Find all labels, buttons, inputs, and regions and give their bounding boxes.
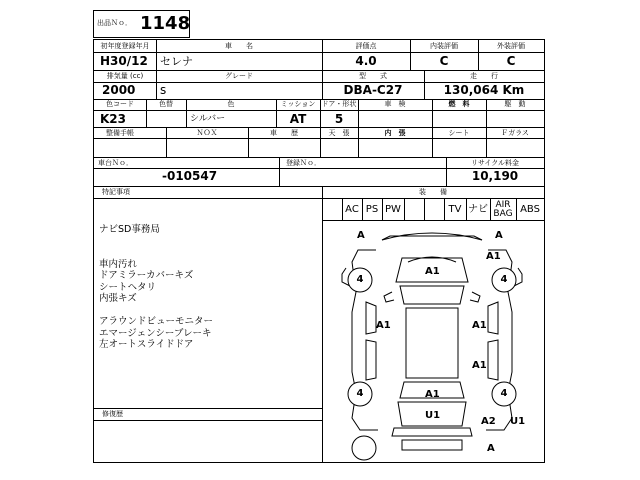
mark-rear-bumper: U1 <box>425 410 441 421</box>
score-value: 4.0 <box>355 54 377 68</box>
tyre-rear-right: 4 <box>500 388 508 399</box>
mark-rear-gate: A1 <box>425 389 440 400</box>
color-value: シルバー <box>190 114 226 124</box>
note-line: ドアミラーカバーキズ <box>99 270 194 281</box>
note-line: 左オートスライドドア <box>99 339 194 350</box>
equipment-pw: PW <box>385 204 401 215</box>
seat-label: シート <box>448 129 470 137</box>
mission-label: ミッション <box>280 100 316 108</box>
mark-front-right: A <box>495 230 503 241</box>
mark-right-door: A1 <box>472 320 487 331</box>
mileage-value: 130,064 Km <box>443 83 525 97</box>
mark-top-right: A1 <box>486 251 501 262</box>
note-line: 車内汚れ <box>99 258 138 270</box>
note-line <box>99 236 213 259</box>
recycle-value: 10,190 <box>471 169 519 183</box>
lot-box <box>93 10 190 38</box>
note-line: 内張キズ <box>99 293 137 304</box>
mark-rear-right-u1: U1 <box>510 416 526 427</box>
chassis-label: 車台Ｎｏ． <box>98 159 133 167</box>
recycle-label: リサイクル料金 <box>470 159 520 167</box>
color-code-value: K23 <box>100 112 126 126</box>
tyre-front-right: 4 <box>500 274 508 285</box>
mark-right-rear: A1 <box>472 360 487 371</box>
mileage-label: 走 行 <box>470 72 498 80</box>
grade-value: s <box>160 83 167 97</box>
equipment-ps: PS <box>365 204 379 215</box>
tyre-front-left: 4 <box>356 274 364 285</box>
equipment-label: 装 備 <box>419 188 447 196</box>
note-line <box>99 305 213 317</box>
reg-value: H30/12 <box>100 54 148 68</box>
score-label: 評価点 <box>355 42 377 50</box>
lot-label: 出品Ｎｏ． <box>97 19 132 27</box>
history-label: 車 歴 <box>270 129 298 137</box>
mark-rear-right-a2: A2 <box>481 416 496 427</box>
equipment-tv: TV <box>448 204 462 215</box>
mark-hood: A1 <box>425 266 440 277</box>
nox-label: ＮＯＸ <box>196 129 218 137</box>
type-value: DBA-C27 <box>343 83 403 97</box>
repaint-label: 色替 <box>159 100 173 108</box>
model-value: セレナ <box>160 55 193 68</box>
interior-grade-value: C <box>439 54 449 68</box>
mark-left-door: A1 <box>376 320 391 331</box>
regno-label: 登録Ｎｏ． <box>286 159 321 167</box>
repair-label: 修復歴 <box>102 410 123 418</box>
note-line: アラウンドビューモニター <box>99 316 214 327</box>
equipment-item <box>424 200 444 220</box>
type-label: 型 式 <box>359 72 387 80</box>
interior-grade-label: 内装評価 <box>430 42 458 50</box>
equipment-abs: ABS <box>520 204 540 215</box>
manual-label: 整備手帳 <box>106 129 134 137</box>
equipment-airbag: AIR BAG <box>493 200 513 219</box>
note-line: シートヘタリ <box>99 281 157 293</box>
shaken-label: 車 検 <box>384 100 406 108</box>
tyre-rear-left: 4 <box>356 388 364 399</box>
doors-label: ドア・形状 <box>321 100 357 108</box>
grade-label: グレード <box>225 72 253 80</box>
reg-label: 初年度登録年月 <box>100 42 150 50</box>
notes-label: 特記事項 <box>102 188 130 196</box>
lot-number: 1148 <box>140 13 191 34</box>
mark-front-left: A <box>357 230 365 241</box>
mission-value: AT <box>289 112 307 126</box>
notes-list <box>99 224 213 351</box>
equipment-ac: AC <box>345 204 359 215</box>
interior-trim-label: 内 張 <box>384 129 406 137</box>
equipment-navi: ナビ <box>468 204 488 215</box>
drive-label: 駆 動 <box>504 100 526 108</box>
chassis-value: -010547 <box>162 169 218 183</box>
color-label: 色 <box>227 100 235 108</box>
cc-label: 排気量 (cc) <box>106 72 144 80</box>
cc-value: 2000 <box>102 83 136 97</box>
sunroof-label: 天 張 <box>328 129 350 137</box>
model-label: 車 名 <box>225 42 253 50</box>
equipment-item <box>322 200 342 220</box>
mark-bottom-right: A <box>487 443 495 454</box>
fuel-label: 燃 料 <box>448 100 470 108</box>
equipment-item <box>404 200 424 220</box>
exterior-grade-label: 外装評価 <box>497 42 525 50</box>
color-code-label: 色コード <box>106 100 134 108</box>
note-line: ナビSD事務局 <box>99 224 160 235</box>
doors-value: 5 <box>334 112 344 126</box>
exterior-grade-value: C <box>506 54 516 68</box>
note-line: エマージェンシーブレーキ <box>99 327 212 339</box>
glass-label: Ｆガラス <box>501 129 529 137</box>
